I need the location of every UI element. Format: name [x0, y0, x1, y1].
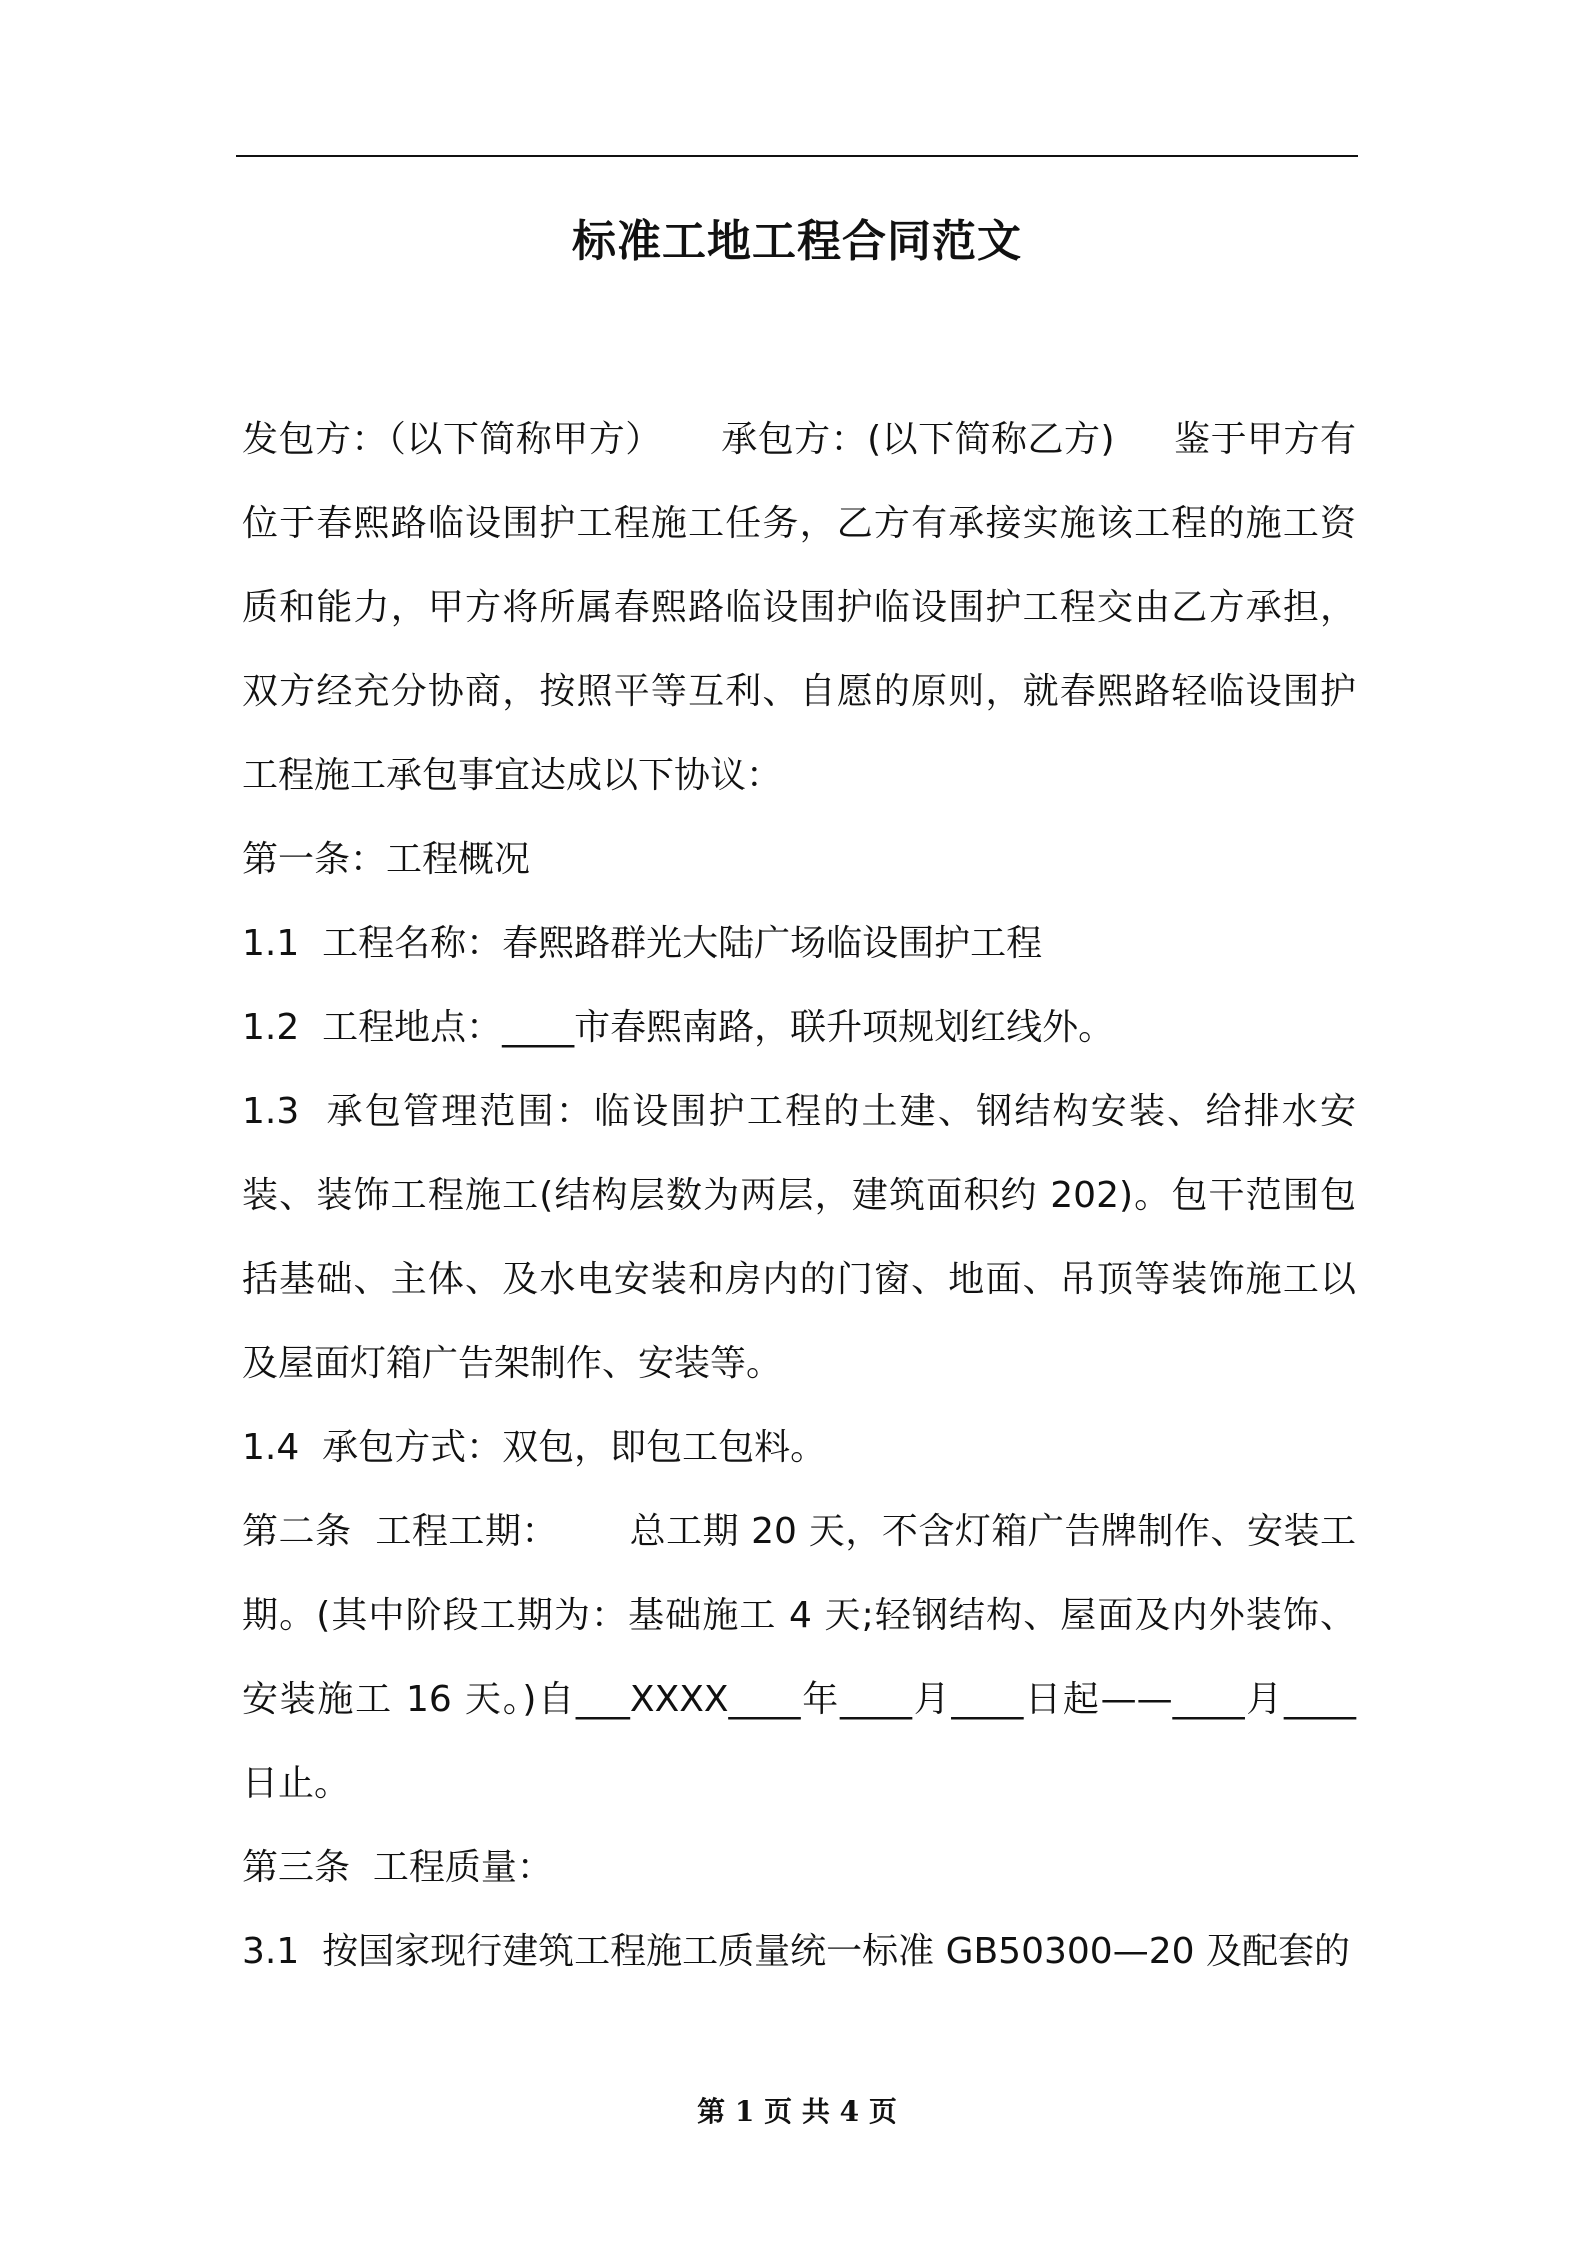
document-body — [242, 398, 1356, 1994]
section-heading-1: 第一条：工程概况 — [242, 839, 531, 880]
paragraph-preamble: 发包方：（以下简称甲方） 承包方：(以下简称乙方) 鉴于甲方有位于春熙路临设围护工程施工任务，乙方有承接实施该工程的施工资质和能力，甲方将所属春熙路临设围护临设围护工程交由乙方承担，双方经充分协商，按照平等互利、自愿的原则，就春熙路轻临设围护工程施工承包事宜达成以下协议： — [242, 419, 1356, 796]
clause-1-1: 1.1 工程名称：春熙路群光大陆广场临设围护工程 — [242, 923, 1043, 964]
section-heading-3: 第三条 工程质量： — [242, 1847, 553, 1888]
header-rule — [236, 155, 1358, 157]
clause-1-2: 1.2 工程地点：____市春熙南路，联升项规划红线外。 — [242, 1007, 1115, 1048]
page-number: 第 1 页 共 4 页 — [697, 2095, 897, 2128]
section-2-schedule: 第二条 工程工期： 总工期 20 天，不含灯箱广告牌制作、安装工期。(其中阶段工期为：基础施工 4 天;轻钢结构、屋面及内外装饰、安装施工 16 天。)自___XXXX____年____月____日起——____月____日止。 — [242, 1511, 1356, 1804]
clause-1-4: 1.4 承包方式：双包，即包工包料。 — [242, 1427, 827, 1468]
clause-3-1: 3.1 按国家现行建筑工程施工质量统一标准 GB50300—20 及配套的 — [242, 1931, 1350, 1972]
clause-1-3: 1.3 承包管理范围：临设围护工程的土建、钢结构安装、给排水安装、装饰工程施工(结构层数为两层，建筑面积约 202)。包干范围包括基础、主体、及水电安装和房内的门窗、地面、吊顶等装饰施工以及屋面灯箱广告架制作、安装等。 — [242, 1091, 1356, 1384]
document-title: 标准工地工程合同范文 — [572, 216, 1022, 267]
